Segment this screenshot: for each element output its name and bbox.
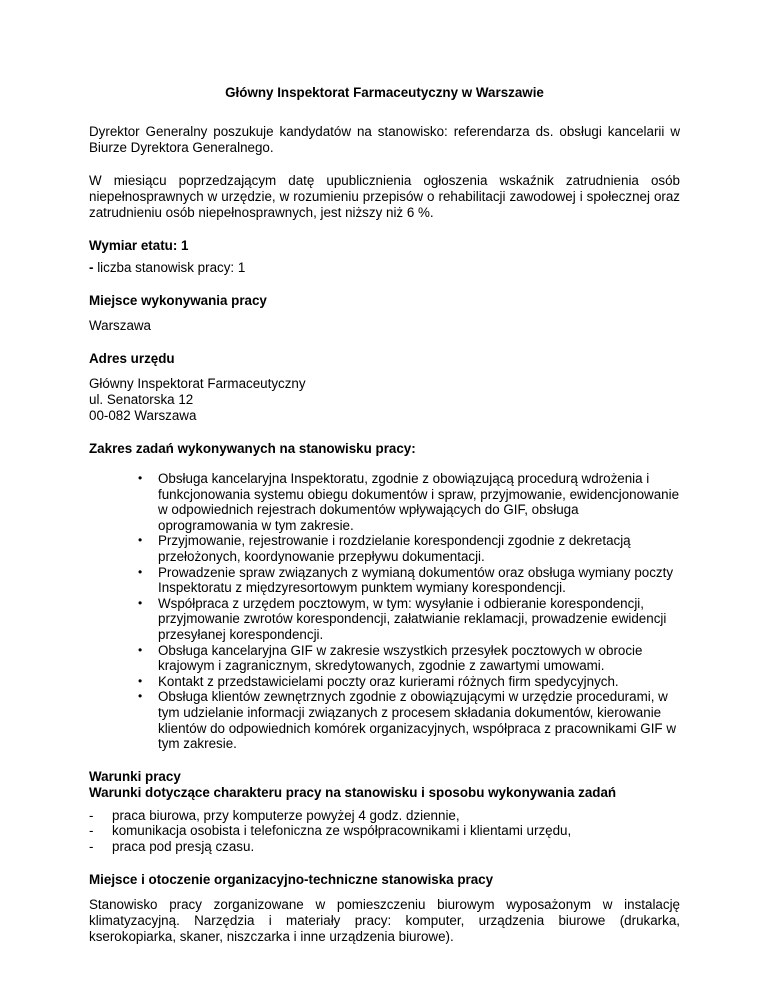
employment-notice: W miesiącu poprzedzającym datę upublicznienia ogłoszenia wskaźnik zatrudnienia osób niepełnosprawnych w urzędzie, w rozumieniu przepisów o rehabilitacji zawodowej i społecznej oraz zatrudnieniu osób niepełnosprawnych, jest niższy niż 6 %. bbox=[89, 173, 680, 220]
wymiar-text: liczba stanowisk pracy: 1 bbox=[93, 260, 246, 275]
section-miejsce bbox=[89, 293, 680, 334]
bullet-icon: • bbox=[138, 471, 143, 485]
section-wymiar bbox=[89, 238, 680, 276]
bullet-icon: • bbox=[138, 673, 143, 688]
task-text: Współpraca z urzędem pocztowym, w tym: wysyłanie i odbieranie korespondencji, przyjmowanie zwrotów korespondencji, załatwianie reklamacji, prowadzenie ewidencji przesyłanej korespondencji. bbox=[158, 595, 667, 642]
list-item bbox=[89, 823, 680, 839]
adres-heading: Adres urzędu bbox=[89, 351, 175, 366]
document-title: Główny Inspektorat Farmaceutyczny w Warszawie bbox=[225, 85, 544, 100]
address-line: 00-082 Warszawa bbox=[89, 408, 197, 423]
list-item bbox=[138, 533, 680, 564]
dash-marker: - bbox=[89, 807, 94, 823]
section-warunki bbox=[89, 769, 680, 855]
bullet-icon: • bbox=[138, 642, 143, 657]
miejsce-heading: Miejsce wykonywania pracy bbox=[89, 293, 267, 308]
task-list bbox=[89, 471, 680, 752]
dash-marker: - bbox=[89, 839, 94, 855]
address-block bbox=[89, 376, 680, 424]
section-otoczenie bbox=[89, 872, 680, 945]
list-item bbox=[138, 689, 680, 752]
dash-marker: - bbox=[89, 823, 94, 839]
conditions-list bbox=[89, 808, 680, 855]
list-item bbox=[138, 564, 680, 596]
address-line: ul. Senatorska 12 bbox=[89, 392, 194, 407]
task-text: Kontakt z przedstawicielami poczty oraz kurierami różnych firm spedycyjnych. bbox=[158, 673, 619, 689]
task-text: Obsługa kancelaryjna Inspektoratu, zgodnie z obowiązującą procedurą wdrożenia i funkcjonowania systemu obiegu dokumentów i spraw, przyjmowanie, ewidencjonowanie w odpowiednich rejestrach dokumentów wpływających do GIF, obsługa oprogramowania w tym zakresie. bbox=[158, 471, 680, 533]
bullet-icon: • bbox=[138, 533, 143, 548]
zakres-heading: Zakres zadań wykonywanych na stanowisku pracy: bbox=[89, 441, 416, 456]
wymiar-dash: - bbox=[89, 260, 94, 275]
section-adres bbox=[89, 351, 680, 424]
task-text: Prowadzenie spraw związanych z wymianą dokumentów oraz obsługa wymiany poczty Inspektoratu z międzyresortowym punktem wymiany korespondencji. bbox=[158, 564, 674, 596]
otoczenie-text: Stanowisko pracy zorganizowane w pomieszczeniu biurowym wyposażonym w instalację klimatyzacyjną. Narzędzia i materiały pracy: komputer, urządzenia biurowe (drukarka, kserokopiarka, skaner, niszczarka i inne urządzenia biurowe). bbox=[89, 897, 680, 945]
list-item bbox=[138, 642, 680, 674]
wymiar-line bbox=[89, 260, 680, 276]
bullet-icon: • bbox=[138, 689, 143, 704]
section-zakres bbox=[89, 441, 680, 752]
bullet-icon: • bbox=[138, 595, 143, 610]
condition-text: praca biurowa, przy komputerze powyżej 4 godz. dziennie, bbox=[112, 807, 460, 823]
condition-text: komunikacja osobista i telefoniczna ze współpracownikami i klientami urzędu, bbox=[112, 823, 572, 839]
bullet-icon: • bbox=[138, 564, 143, 579]
miejsce-value: Warszawa bbox=[89, 318, 152, 333]
intro-paragraph: Dyrektor Generalny poszukuje kandydatów na stanowisko: referendarza ds. obsługi kancelarii w Biurze Dyrektora Generalnego. bbox=[89, 124, 680, 155]
list-item bbox=[89, 807, 680, 824]
wymiar-heading: Wymiar etatu: 1 bbox=[89, 238, 189, 253]
condition-text: praca pod presją czasu. bbox=[112, 839, 255, 855]
warunki-subheading: Warunki dotyczące charakteru pracy na stanowisku i sposobu wykonywania zadań bbox=[89, 784, 617, 800]
list-item bbox=[89, 839, 680, 855]
list-item bbox=[138, 471, 680, 533]
address-line: Główny Inspektorat Farmaceutyczny bbox=[89, 376, 306, 391]
task-text: Przyjmowanie, rejestrowanie i rozdzielanie korespondencji zgodnie z dekretacją przełożonych, koordynowanie przepływu dokumentacji. bbox=[158, 533, 631, 564]
task-text: Obsługa klientów zewnętrznych zgodnie z obowiązującymi w urzędzie procedurami, w tym udzielanie informacji związanych z procesem składania dokumentów, kierowanie klientów do odpowiednich komórek organizacyjnych, współpraca z pracownikami GIF w tym zakresie. bbox=[158, 689, 677, 752]
otoczenie-heading: Miejsce i otoczenie organizacyjno-techniczne stanowiska pracy bbox=[89, 872, 494, 888]
warunki-heading: Warunki pracy bbox=[89, 768, 181, 784]
list-item bbox=[138, 673, 680, 690]
task-text: Obsługa kancelaryjna GIF w zakresie wszystkich przesyłek pocztowych w obrocie krajowym i zagranicznym, skredytowanych, zgodnie z zawartymi umowami. bbox=[158, 642, 643, 674]
list-item bbox=[138, 595, 680, 643]
